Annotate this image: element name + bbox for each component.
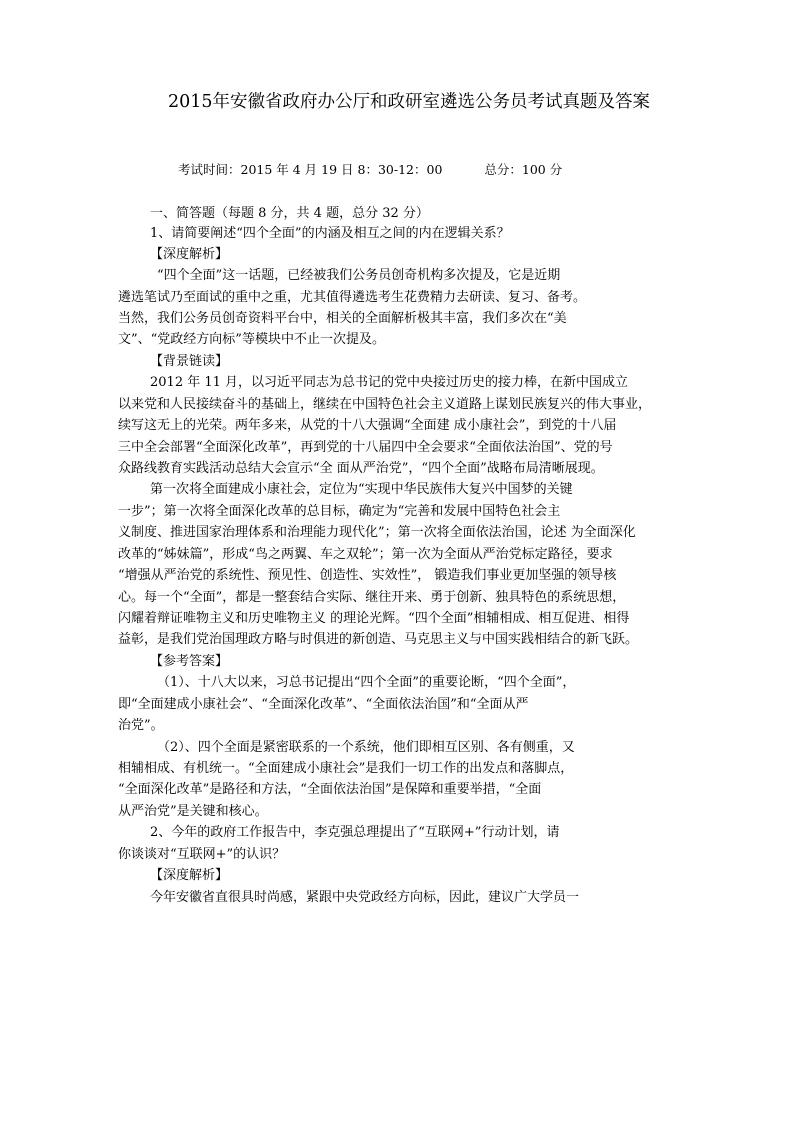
background-label: 【背景链读】	[150, 354, 229, 369]
section-heading: 一、简答题（每题 8 分，共 4 题，总分 32 分）	[150, 206, 429, 221]
document-title: 2015年安徽省政府办公厅和政研室遴选公务员考试真题及答案	[168, 92, 651, 112]
paragraph-line: 相辅相成、有机统一。“全面建成小康社会”是我们一切工作的出发点和落脚点，	[118, 761, 574, 776]
paragraph-line: 2012 年 11 月，以习近平同志为总书记的党中央接过历史的接力棒，在新中国成立	[150, 375, 629, 390]
paragraph-line: 义制度、推进国家治理体系和治理能力现代化”；第一次将全面依法治国，论述 为全面深化	[118, 525, 636, 540]
paragraph-line: “四个全面”这一话题，已经被我们公务员创奇机构多次提及，它是近期	[157, 268, 561, 283]
paragraph-line: “增强从严治党的系统性、预见性、创造性、实效性”， 锻造我们事业更加坚强的领导核	[118, 568, 617, 583]
paragraph-line: 改革的“姊妹篇”，形成“鸟之两翼、车之双轮”；第一次为全面从严治党标定路径，要求	[118, 547, 613, 562]
paragraph-line: 一步”；第一次将全面深化改革的总目标，确定为“完善和发展中国特色社会主	[118, 504, 561, 519]
reference-answer-label: 【参考答案】	[150, 654, 229, 669]
exam-meta	[178, 160, 562, 178]
paragraph-line: 当然，我们公务员创奇资料平台中，相关的全面解析极其丰富，我们多次在“美	[118, 311, 567, 326]
answer-point-1: （1）、十八大以来，习总书记提出“四个全面”的重要论断，“四个全面”，	[157, 675, 576, 690]
paragraph-line: 今年安徽省直很具时尚感，紧跟中央党政经方向标，因此，建议广大学员一	[150, 890, 580, 905]
paragraph-line: 遴选笔试乃至面试的重中之重，尤其值得遴选考生花费精力去研读、复习、备考。	[118, 290, 587, 305]
paragraph-line: 即“全面建成小康社会”、“全面深化改革”、“全面依法治国”和“全面从严	[118, 697, 529, 712]
paragraph-line: 益彰，是我们党治国理政方略与时俱进的新创造、马克思主义与中国实践相结合的新飞跃。	[118, 632, 639, 647]
paragraph-line: 以来党和人民接续奋斗的基础上，继续在中国特色社会主义道路上谋划民族复兴的伟大事业，	[118, 397, 652, 412]
paragraph-line: 续写这无上的光荣。两年多来，从党的十八大强调“全面建 成小康社会”，到党的十八届	[118, 418, 617, 433]
answer-point-2: （2）、四个全面是紧密联系的一个系统，他们即相互区别、各有侧重，又	[157, 740, 575, 755]
paragraph-line: 三中全会部署“全面深化改革”，再到党的十八届四中全会要求“全面依法治国”、党的号	[118, 440, 613, 455]
paragraph-line: 从严治党”是关键和核心。	[118, 804, 268, 819]
paragraph-line: 闪耀着辩证唯物主义和历史唯物主义 的理论光辉。“四个全面”相辅相成、相互促进、相得	[118, 611, 630, 626]
deep-analysis-label: 【深度解析】	[150, 247, 229, 262]
question-1: 1、请简要阐述“四个全面”的内涵及相互之间的内在逻辑关系？	[150, 226, 510, 241]
paragraph-line: 文”、“党政经方向标”等模块中不止一次提及。	[118, 332, 385, 347]
total-score: 总分：100 分	[484, 162, 563, 177]
paragraph-line: 众路线教育实践活动总结大会宣示“全 面从严治党”，“四个全面”战略布局清晰展现。	[118, 461, 604, 476]
question-2: 2、今年的政府工作报告中，李克强总理提出了“互联网+”行动计划，请	[150, 825, 560, 840]
paragraph-line: 第一次将全面建成小康社会，定位为“实现中华民族伟大复兴中国梦的关键	[150, 482, 573, 497]
paragraph-line: 治党”。	[118, 718, 164, 733]
deep-analysis-label: 【深度解析】	[150, 868, 229, 883]
paragraph-line: 心。每一个“全面”，都是一整套结合实际、继往开来、勇于创新、独具特色的系统思想，	[118, 590, 626, 605]
paragraph-line: “全面深化改革”是路径和方法，“全面依法治国”是保障和重要举措，“全面	[118, 782, 542, 797]
exam-time: 考试时间：2015 年 4 月 19 日 8：30-12：00	[178, 162, 443, 177]
paragraph-line: 你谈谈对“互联网+”的认识？	[118, 847, 286, 862]
